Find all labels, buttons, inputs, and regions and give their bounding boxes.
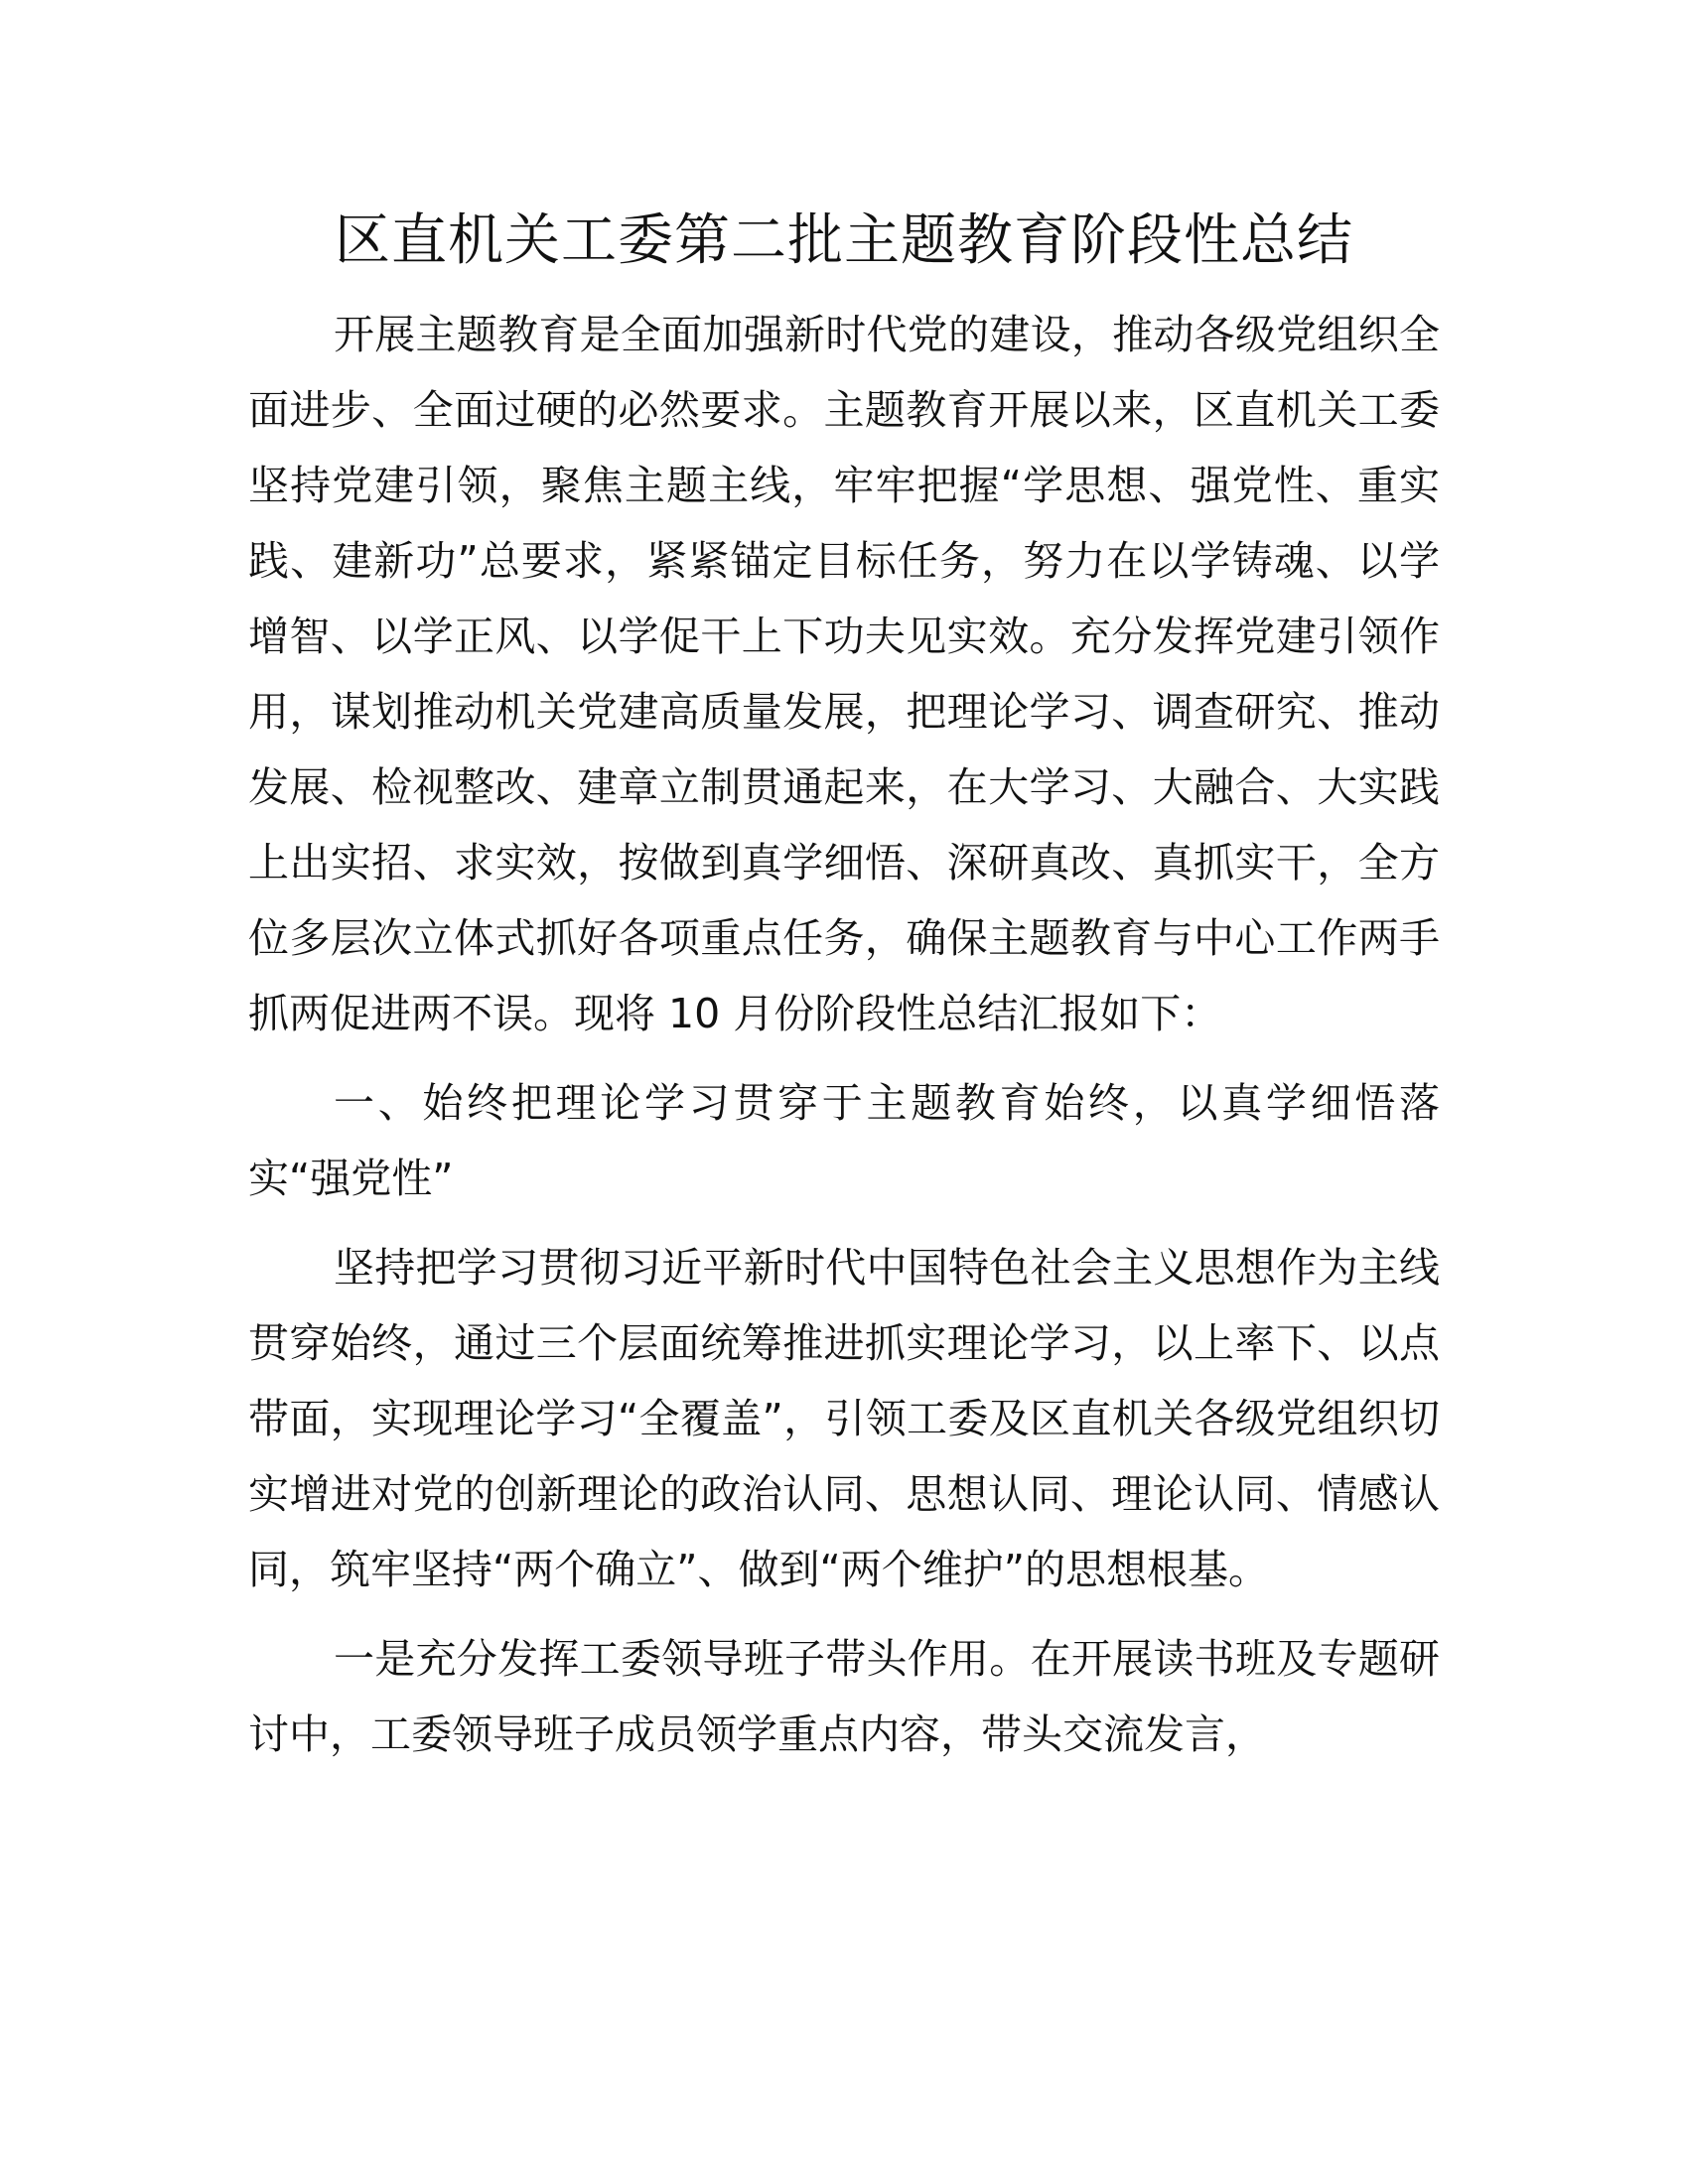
paragraph-leadership: 一是充分发挥工委领导班子带头作用。在开展读书班及专题研讨中，工委领导班子成员领学重点内容，带头交流发言， (248, 1635, 1440, 1758)
document-body (248, 194, 1440, 1772)
document-title: 区直机关工委第二批主题教育阶段性总结 (335, 208, 1353, 273)
paragraph-theory-study: 坚持把学习贯彻习近平新时代中国特色社会主义思想作为主线贯穿始终，通过三个层面统筹推进抓实理论学习，以上率下、以点带面，实现理论学习“全覆盖”，引领工委及区直机关各级党组织切实增进对党的创新理论的政治认同、思想认同、理论认同、情感认同，筑牢坚持“两个确立”、做到“两个维护”的思想根基。 (248, 1244, 1440, 1593)
paragraph-intro: 开展主题教育是全面加强新时代党的建设，推动各级党组织全面进步、全面过硬的必然要求。主题教育开展以来，区直机关工委坚持党建引领，聚焦主题主线，牢牢把握“学思想、强党性、重实践、建新功”总要求，紧紧锚定目标任务，努力在以学铸魂、以学增智、以学正风、以学促干上下功夫见实效。充分发挥党建引领作用，谋划推动机关党建高质量发展，把理论学习、调查研究、推动发展、检视整改、建章立制贯通起来，在大学习、大融合、大实践上出实招、求实效，按做到真学细悟、深研真改、真抓实干，全方位多层次立体式抓好各项重点任务，确保主题教育与中心工作两手抓两促进两不误。现将 10 月份阶段性总结汇报如下： (248, 311, 1440, 1037)
section-heading-1: 一、始终把理论学习贯穿于主题教育始终，以真学细悟落实“强党性” (248, 1079, 1440, 1202)
